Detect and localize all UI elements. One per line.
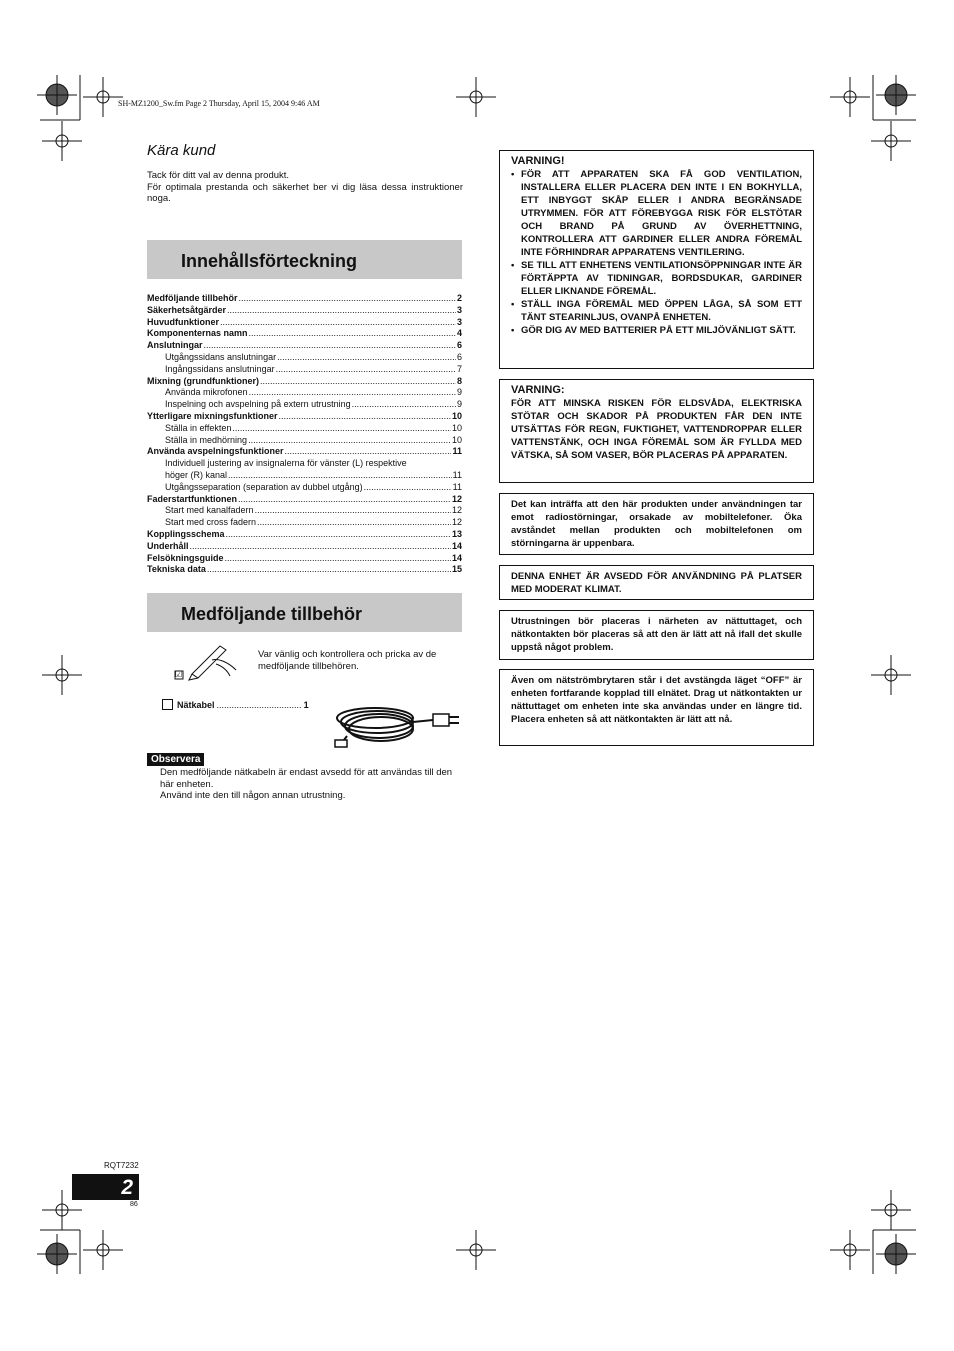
- warning-title: VARNING!: [511, 155, 565, 167]
- toc-subitem[interactable]: Utgångssidans anslutningar ..... 6: [147, 352, 462, 364]
- model-code: RQT7232: [104, 1161, 139, 1170]
- intro-text: [147, 170, 463, 205]
- warning-box-ventilation: [499, 150, 814, 369]
- page-number: 2: [121, 1176, 133, 1199]
- toc-subitem[interactable]: Ingångssidans anslutningar ..... 7: [147, 364, 462, 376]
- file-header: SH-MZ1200_Sw.fm Page 2 Thursday, April 15, 2004 9:46 AM: [118, 99, 320, 108]
- notice-box-climate: DENNA ENHET ÄR AVSEDD FÖR ANVÄNDNING PÅ PLATSER MED MODERAT KLIMAT.: [499, 565, 814, 600]
- notice-box-power-switch: Även om nätströmbrytaren står i det avstängda läget “OFF” är enheten fortfarande kopplad till elnätet. Drag ut nätkontakten ur nättuttaget om enheten inte ska användas under en längre tid. Placera enheten så att nätkontakten är lätt att nå.: [499, 669, 814, 746]
- toc-subitem[interactable]: Start med kanalfadern ..... 12: [147, 505, 462, 517]
- toc-item[interactable]: Faderstartfunktionen ..... 12: [147, 494, 462, 506]
- table-of-contents: [147, 293, 462, 576]
- observera-line-1: Den medföljande nätkabeln är endast avsedd för att användas till den här enheten.: [160, 767, 453, 790]
- toc-subitem[interactable]: Ställa in medhörning ..... 10: [147, 435, 462, 447]
- accessory-checkbox[interactable]: [162, 699, 173, 710]
- observera-badge: Observera: [147, 753, 204, 766]
- toc-item[interactable]: Komponenternas namn ..... 4: [147, 328, 462, 340]
- notice-box-outlet: Utrustningen bör placeras i närheten av nättuttaget, och nätkontakten bör placeras så att den är lätt att nå ifall det skulle uppstå något problem.: [499, 610, 814, 660]
- toc-subitem[interactable]: Utgångsseparation (separation av dubbel utgång) ..... 11: [147, 482, 462, 494]
- notice-box-mobile: Det kan inträffa att den här produkten under användningen tar emot radiostörningar, orsakade av mobiltelefoner. Öka avståndet mellan produkten och mobiltelefonen om störningarna är uppenbara.: [499, 493, 814, 555]
- accessory-item-qty: 1: [303, 699, 309, 710]
- intro-line-1: Tack för ditt val av denna produkt.: [147, 170, 290, 181]
- accessories-title: Medföljande tillbehör: [181, 604, 363, 624]
- toc-item[interactable]: Anslutningar ..... 6: [147, 340, 462, 352]
- warning-bullet: • STÄLL INGA FÖREMÅL MED ÖPPEN LÅGA, SÅ SOM ETT TÄNT STEARINLJUS, OVANPÅ ENHETEN.: [511, 298, 802, 324]
- toc-item[interactable]: Huvudfunktioner ..... 3: [147, 317, 462, 329]
- observera-text: [160, 767, 462, 802]
- toc-subitem[interactable]: Använda mikrofonen ..... 9: [147, 387, 462, 399]
- toc-item[interactable]: Mixning (grundfunktioner) ..... 8: [147, 376, 462, 388]
- toc-subitem[interactable]: Ställa in effekten ..... 10: [147, 423, 462, 435]
- greeting: Kära kund: [147, 142, 216, 159]
- toc-item[interactable]: Använda avspelningsfunktioner ..... 11: [147, 446, 462, 458]
- warning-bullet: • SE TILL ATT ENHETENS VENTILATIONSÖPPNINGAR INTE ÄR FÖRTÄPPTA AV TIDNINGAR, BORDSDUKAR, GARDINER ELLER LIKNANDE FÖREMÅL.: [511, 259, 802, 298]
- warning-text: FÖR ATT MINSKA RISKEN FÖR ELDSVÅDA, ELEKTRISKA STÖTAR OCH SKADOR PÅ PRODUKTEN FÅR DEN INTE UTSÄTTAS FÖR REGN, FUKTIGHET, VATTENDROPPAR ELLER VATTENSTÄNK, OCH INGA FÖREMÅL SOM ÄR FYLLDA MED VÄTSKA, SÅ SOM VASER, BÖR PLACERAS PÅ APPARATEN.: [511, 398, 802, 461]
- pen-check-icon: [172, 640, 242, 685]
- toc-subitem[interactable]: Inspelning och avspelning på extern utrustning ..... 9: [147, 399, 462, 411]
- small-page-number: 86: [130, 1201, 138, 1208]
- toc-item[interactable]: Felsökningsguide ..... 14: [147, 553, 462, 565]
- accessory-item-power-cable: Nätkabel .................................. 1: [162, 699, 309, 710]
- icon-check-mark: ☑: [175, 670, 183, 679]
- toc-item[interactable]: Säkerhetsåtgärder ..... 3: [147, 305, 462, 317]
- observera-line-2: Använd inte den till någon annan utrustning.: [160, 790, 346, 801]
- page-number-box: [72, 1174, 139, 1200]
- toc-item[interactable]: Tekniska data ..... 15: [147, 564, 462, 576]
- toc-item[interactable]: Kopplingsschema ..... 13: [147, 529, 462, 541]
- toc-item[interactable]: Medföljande tillbehör ..... 2: [147, 293, 462, 305]
- warning-box-fire: [499, 379, 814, 483]
- warning-bullet: • FÖR ATT APPARATEN SKA FÅ GOD VENTILATION, INSTALLERA ELLER PLACERA DEN INTE I EN BOKHYLLA, ETT INBYGGT SKÅP ELLER I ANDRA BEGRÄNSADE UTRYMMEN. FÖR ATT FÖREBYGGA RISK FÖR ELSTÖTAR OCH BRAND PÅ GRUND AV ÖVERHETTNING, KONTROLLERA ATT GARDINER ELLER ANDRA FÖREMÅL INTE FÖRHINDRAR APPARATENS VENTILERING.: [511, 168, 802, 259]
- toc-item[interactable]: Underhåll ..... 14: [147, 541, 462, 553]
- power-cable-illustration: [333, 700, 463, 748]
- toc-subitem[interactable]: höger (R) kanal ..... 11: [147, 470, 462, 482]
- warning-bullet: • GÖR DIG AV MED BATTERIER PÅ ETT MILJÖVÄNLIGT SÄTT.: [511, 324, 802, 337]
- toc-heading-bar: [147, 240, 462, 279]
- accessories-heading-bar: [147, 593, 462, 632]
- toc-subitem[interactable]: Individuell justering av insignalerna för vänster (L) respektive: [165, 458, 407, 469]
- intro-line-2: För optimala prestanda och säkerhet ber vi dig läsa dessa instruktioner noga.: [147, 181, 463, 204]
- accessories-instruction: Var vänlig och kontrollera och pricka av de medföljande tillbehören.: [258, 649, 437, 672]
- toc-title: Innehållsförteckning: [181, 251, 358, 271]
- accessory-item-label: Nätkabel: [177, 699, 215, 710]
- toc-item[interactable]: Ytterligare mixningsfunktioner ..... 10: [147, 411, 462, 423]
- warning-title: VARNING:: [511, 384, 565, 396]
- toc-subitem[interactable]: Start med cross fadern ..... 12: [147, 517, 462, 529]
